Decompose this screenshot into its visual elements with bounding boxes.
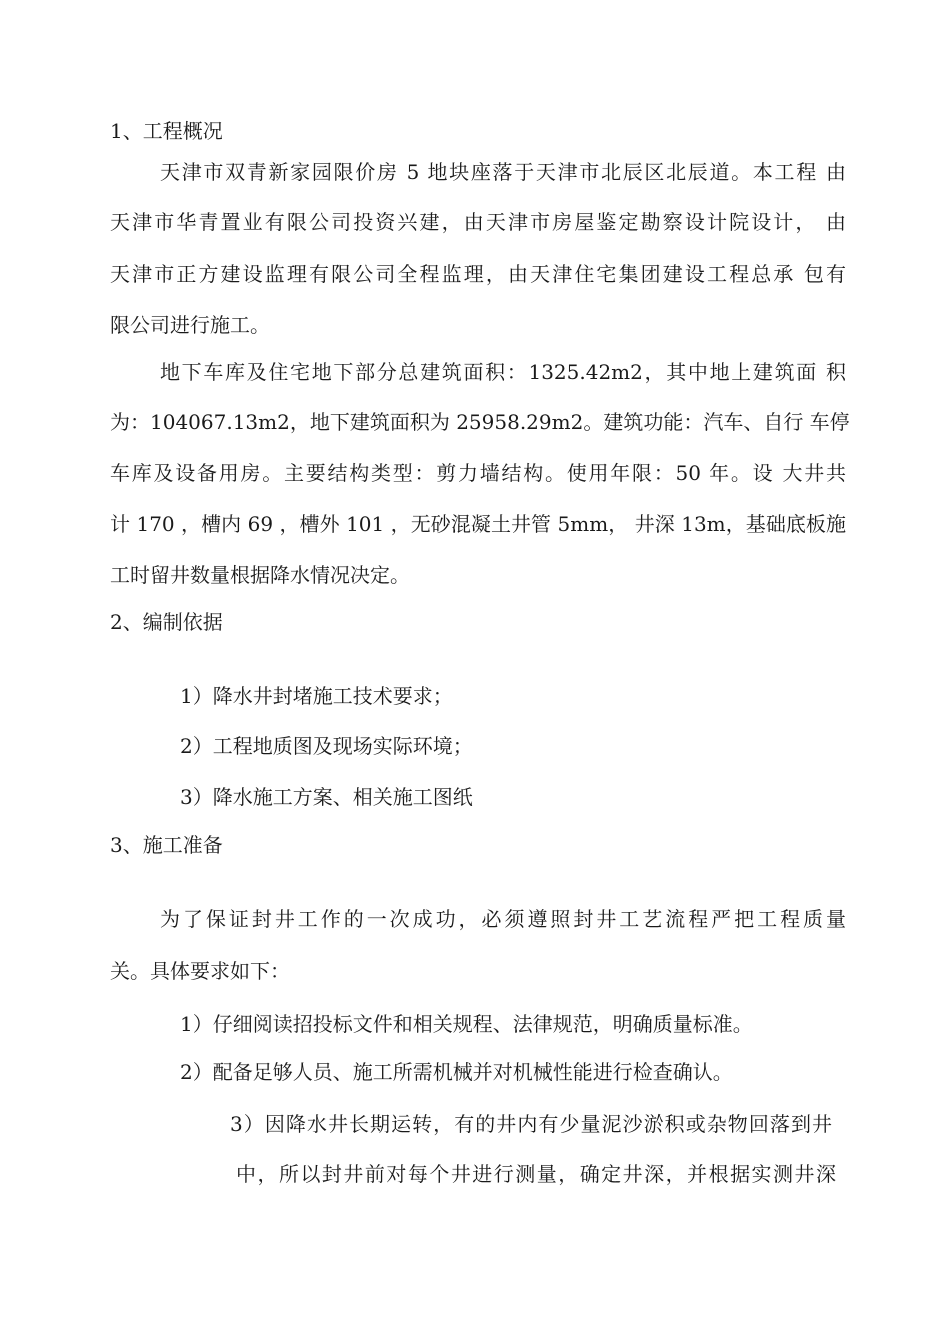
list-item: 2）工程地质图及现场实际环境；	[180, 734, 473, 758]
section-1-heading: 1、工程概况	[110, 119, 223, 143]
list-item: 3）因降水井长期运转，有的井内有少量泥沙淤积或杂物回落到井	[230, 1112, 832, 1136]
paragraph-line: 车库及设备用房。主要结构类型：剪力墙结构。使用年限：50 年。设 大井共	[110, 461, 846, 485]
paragraph-line: 天津市正方建设监理有限公司全程监理，由天津住宅集团建设工程总承 包有	[110, 262, 846, 286]
section-3-heading: 3、施工准备	[110, 833, 223, 857]
paragraph-line: 地下车库及住宅地下部分总建筑面积：1325.42m2，其中地上建筑面 积	[160, 360, 846, 384]
list-item: 1）降水井封堵施工技术要求；	[180, 684, 453, 708]
paragraph-line: 计 170 ，槽内 69 ，槽外 101 ，无砂混凝土井管 5mm， 井深 13m，基础底板施	[110, 512, 846, 536]
list-item: 2）配备足够人员、施工所需机械并对机械性能进行检查确认。	[180, 1060, 733, 1084]
list-item: 1）仔细阅读招投标文件和相关规程、法律规范，明确质量标准。	[180, 1012, 753, 1036]
list-item-continuation: 中，所以封井前对每个井进行测量，确定井深，并根据实测井深	[236, 1162, 836, 1186]
paragraph-line: 关。具体要求如下：	[110, 959, 290, 983]
paragraph-line: 为了保证封井工作的一次成功，必须遵照封井工艺流程严把工程质量	[160, 907, 846, 931]
section-2-heading: 2、编制依据	[110, 610, 223, 634]
paragraph-line: 工时留井数量根据降水情况决定。	[110, 563, 410, 587]
paragraph-line: 天津市双青新家园限价房 5 地块座落于天津市北辰区北辰道。本工程 由	[160, 160, 846, 184]
list-item: 3）降水施工方案、相关施工图纸	[180, 785, 473, 809]
paragraph-line: 天津市华青置业有限公司投资兴建，由天津市房屋鉴定勘察设计院设计， 由	[110, 210, 846, 234]
paragraph-line: 限公司进行施工。	[110, 313, 270, 337]
paragraph-line: 为：104067.13m2，地下建筑面积为 25958.29m2。建筑功能：汽车、自行 车停	[110, 410, 850, 434]
